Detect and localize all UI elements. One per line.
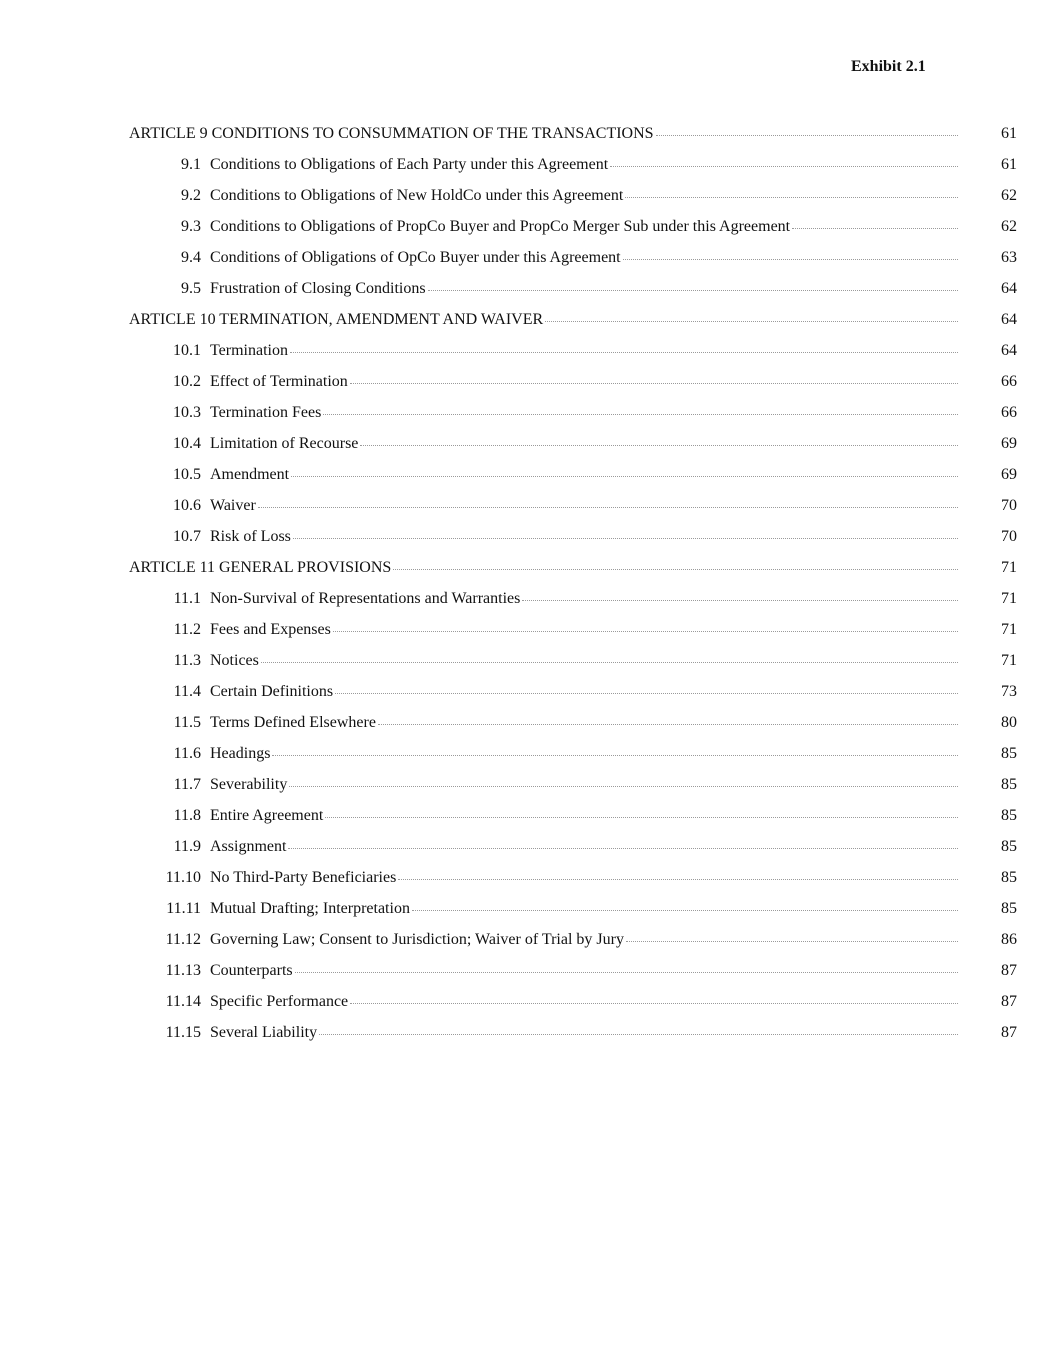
toc-section-row	[0, 403, 1055, 434]
dot-leader	[261, 662, 958, 663]
toc-entry	[129, 558, 958, 578]
page-number: 64	[1001, 280, 1017, 297]
dot-leader	[325, 817, 958, 818]
toc-entry	[150, 341, 958, 361]
dot-leader	[295, 972, 958, 973]
toc-section-row	[0, 651, 1055, 682]
section-title: Waiver	[210, 497, 256, 514]
toc-entry	[150, 682, 958, 702]
section-title: Terms Defined Elsewhere	[210, 714, 376, 731]
dot-leader	[289, 786, 958, 787]
section-number: 9.3	[181, 218, 201, 235]
section-title: Termination Fees	[210, 404, 322, 421]
page-number: 71	[1001, 559, 1017, 576]
section-title: Limitation of Recourse	[210, 435, 359, 452]
section-title: Entire Agreement	[210, 807, 324, 824]
section-number: 9.5	[181, 280, 201, 297]
toc-section-row	[0, 248, 1055, 279]
dot-leader	[545, 321, 958, 322]
page-number: 85	[1001, 807, 1017, 824]
section-title: Headings	[210, 745, 271, 762]
section-number: 11.4	[173, 683, 201, 700]
dot-leader	[360, 445, 958, 446]
page-number: 61	[1001, 156, 1017, 173]
page-number: 66	[1001, 404, 1017, 421]
section-title: Counterparts	[210, 962, 293, 979]
dot-leader	[610, 166, 958, 167]
toc-section-row	[0, 620, 1055, 651]
section-number: 10.2	[173, 373, 201, 390]
toc-section-row	[0, 1023, 1055, 1054]
section-number: 11.8	[173, 807, 201, 824]
section-title: Conditions of Obligations of OpCo Buyer under this Agreement	[210, 249, 621, 266]
section-title: Mutual Drafting; Interpretation	[210, 900, 410, 917]
toc-entry	[150, 217, 958, 237]
toc-entry	[150, 589, 958, 609]
toc-section-row	[0, 930, 1055, 961]
dot-leader	[290, 352, 958, 353]
toc-entry	[150, 1023, 958, 1043]
toc-section-row	[0, 155, 1055, 186]
section-number: 10.5	[173, 466, 201, 483]
article-title: ARTICLE 9 CONDITIONS TO CONSUMMATION OF THE TRANSACTIONS	[129, 125, 654, 142]
page-number: 71	[1001, 621, 1017, 638]
section-number: 11.12	[165, 931, 201, 948]
toc-section-row	[0, 775, 1055, 806]
section-number: 9.2	[181, 187, 201, 204]
toc-entry	[150, 279, 958, 299]
dot-leader	[291, 476, 958, 477]
toc-section-row	[0, 713, 1055, 744]
section-number: 9.4	[181, 249, 201, 266]
table-of-contents	[0, 124, 1055, 1054]
toc-section-row	[0, 589, 1055, 620]
section-number: 9.1	[181, 156, 201, 173]
toc-entry	[129, 124, 958, 144]
toc-entry	[150, 403, 958, 423]
section-title: Governing Law; Consent to Jurisdiction; Waiver of Trial by Jury	[210, 931, 624, 948]
section-number: 10.1	[173, 342, 201, 359]
section-title: Frustration of Closing Conditions	[210, 280, 426, 297]
dot-leader	[350, 1003, 958, 1004]
toc-entry	[150, 961, 958, 981]
page-number: 64	[1001, 311, 1017, 328]
section-title: Conditions to Obligations of PropCo Buyer and PropCo Merger Sub under this Agreement	[210, 218, 791, 235]
toc-entry	[150, 837, 958, 857]
toc-entry	[129, 310, 958, 330]
section-title: Amendment	[210, 466, 290, 483]
section-number: 11.6	[173, 745, 201, 762]
section-title: Specific Performance	[210, 993, 349, 1010]
page-number: 61	[1001, 125, 1017, 142]
toc-section-row	[0, 744, 1055, 775]
section-title: Severability	[210, 776, 288, 793]
page-number: 85	[1001, 838, 1017, 855]
toc-entry	[150, 248, 958, 268]
toc-entry	[150, 930, 958, 950]
toc-entry	[150, 155, 958, 175]
dot-leader	[350, 383, 958, 384]
section-number: 11.9	[173, 838, 201, 855]
dot-leader	[335, 693, 958, 694]
page-number: 85	[1001, 869, 1017, 886]
section-title: Termination	[210, 342, 288, 359]
dot-leader	[258, 507, 958, 508]
toc-entry	[150, 713, 958, 733]
toc-article-row	[0, 124, 1055, 155]
dot-leader	[393, 569, 958, 570]
toc-entry	[150, 434, 958, 454]
dot-leader	[333, 631, 958, 632]
toc-section-row	[0, 186, 1055, 217]
section-number: 11.11	[166, 900, 201, 917]
page-number: 80	[1001, 714, 1017, 731]
page-number: 86	[1001, 931, 1017, 948]
dot-leader	[323, 414, 958, 415]
toc-entry	[150, 527, 958, 547]
toc-section-row	[0, 837, 1055, 868]
toc-entry	[150, 899, 958, 919]
toc-entry	[150, 620, 958, 640]
page-number: 85	[1001, 745, 1017, 762]
toc-section-row	[0, 372, 1055, 403]
page-number: 71	[1001, 590, 1017, 607]
section-title: Notices	[210, 652, 259, 669]
section-number: 11.5	[173, 714, 201, 731]
toc-entry	[150, 868, 958, 888]
toc-section-row	[0, 992, 1055, 1023]
section-number: 10.7	[173, 528, 201, 545]
section-title: Fees and Expenses	[210, 621, 331, 638]
section-number: 11.7	[173, 776, 201, 793]
page-number: 87	[1001, 962, 1017, 979]
page-number: 85	[1001, 900, 1017, 917]
toc-section-row	[0, 465, 1055, 496]
page-number: 73	[1001, 683, 1017, 700]
article-title: ARTICLE 11 GENERAL PROVISIONS	[129, 559, 392, 576]
toc-entry	[150, 775, 958, 795]
page-number: 62	[1001, 218, 1017, 235]
toc-entry	[150, 496, 958, 516]
section-number: 10.6	[173, 497, 201, 514]
section-title: Conditions to Obligations of Each Party under this Agreement	[210, 156, 609, 173]
dot-leader	[378, 724, 958, 725]
section-title: Effect of Termination	[210, 373, 348, 390]
page-number: 71	[1001, 652, 1017, 669]
section-title: Certain Definitions	[210, 683, 334, 700]
section-title: Assignment	[210, 838, 287, 855]
toc-article-row	[0, 558, 1055, 589]
toc-entry	[150, 651, 958, 671]
section-title: No Third-Party Beneficiaries	[210, 869, 397, 886]
toc-section-row	[0, 899, 1055, 930]
page-number: 69	[1001, 435, 1017, 452]
dot-leader	[656, 135, 958, 136]
section-title: Several Liability	[210, 1024, 318, 1041]
toc-entry	[150, 186, 958, 206]
dot-leader	[319, 1034, 958, 1035]
section-title: Conditions to Obligations of New HoldCo under this Agreement	[210, 187, 624, 204]
page-number: 85	[1001, 776, 1017, 793]
dot-leader	[293, 538, 958, 539]
page-number: 62	[1001, 187, 1017, 204]
page-number: 87	[1001, 1024, 1017, 1041]
dot-leader	[625, 197, 958, 198]
dot-leader	[398, 879, 958, 880]
toc-section-row	[0, 434, 1055, 465]
dot-leader	[428, 290, 958, 291]
toc-section-row	[0, 961, 1055, 992]
page-number: 66	[1001, 373, 1017, 390]
section-number: 10.4	[173, 435, 201, 452]
dot-leader	[623, 259, 958, 260]
exhibit-label: Exhibit 2.1	[851, 58, 926, 75]
section-title: Risk of Loss	[210, 528, 291, 545]
section-number: 11.1	[173, 590, 201, 607]
page-number: 70	[1001, 528, 1017, 545]
section-number: 11.13	[165, 962, 201, 979]
toc-section-row	[0, 341, 1055, 372]
toc-section-row	[0, 806, 1055, 837]
section-number: 11.2	[173, 621, 201, 638]
dot-leader	[288, 848, 958, 849]
dot-leader	[522, 600, 958, 601]
page-number: 87	[1001, 993, 1017, 1010]
page-number: 70	[1001, 497, 1017, 514]
section-number: 10.3	[173, 404, 201, 421]
toc-entry	[150, 744, 958, 764]
page-number: 64	[1001, 342, 1017, 359]
toc-section-row	[0, 682, 1055, 713]
toc-article-row	[0, 310, 1055, 341]
dot-leader	[272, 755, 958, 756]
section-number: 11.15	[165, 1024, 201, 1041]
dot-leader	[412, 910, 958, 911]
dot-leader	[792, 228, 958, 229]
toc-section-row	[0, 217, 1055, 248]
toc-section-row	[0, 496, 1055, 527]
toc-section-row	[0, 279, 1055, 310]
article-title: ARTICLE 10 TERMINATION, AMENDMENT AND WAIVER	[129, 311, 544, 328]
toc-entry	[150, 372, 958, 392]
page-number: 63	[1001, 249, 1017, 266]
toc-section-row	[0, 527, 1055, 558]
section-title: Non-Survival of Representations and Warranties	[210, 590, 521, 607]
section-number: 11.10	[165, 869, 201, 886]
dot-leader	[626, 941, 958, 942]
toc-entry	[150, 992, 958, 1012]
toc-entry	[150, 465, 958, 485]
section-number: 11.3	[173, 652, 201, 669]
toc-entry	[150, 806, 958, 826]
page-number: 69	[1001, 466, 1017, 483]
section-number: 11.14	[165, 993, 201, 1010]
toc-section-row	[0, 868, 1055, 899]
